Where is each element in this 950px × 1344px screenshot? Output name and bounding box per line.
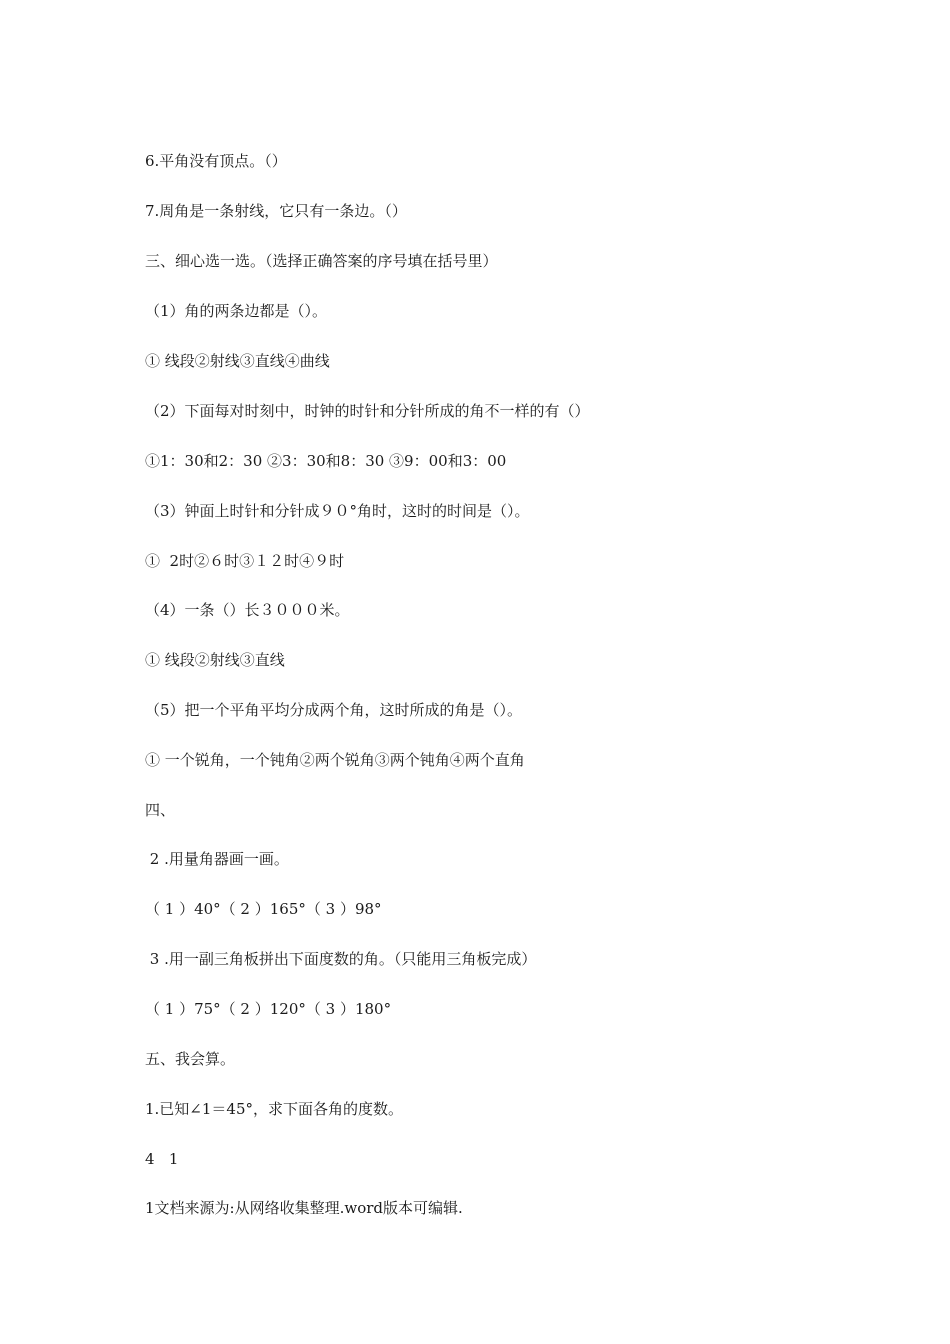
drawing-task-2: 2 .用量角器画一画。 [145, 850, 289, 868]
choice-question-2: （2）下面每对时刻中，时钟的时针和分针所成的角不一样的有（） [145, 402, 590, 420]
choice-question-5: （5）把一个平角平均分成两个角，这时所成的角是（）。 [145, 701, 523, 719]
section-5-heading: 五、我会算。 [145, 1050, 236, 1068]
choice-question-5-options: ① 一个锐角，一个钝角②两个锐角③两个钝角④两个直角 [145, 751, 525, 769]
choice-question-1: （1）角的两条边都是（）。 [145, 302, 328, 320]
section-3-heading: 三、细心选一选。（选择正确答案的序号填在括号里） [145, 252, 498, 270]
question-6-true-false: 6.平角没有顶点。（） [145, 152, 287, 170]
choice-question-3: （3）钟面上时针和分针成９０°角时，这时的时间是（）。 [145, 502, 530, 520]
drawing-task-2-angles: （ 1 ）40°（ 2 ）165°（ 3 ）98° [145, 900, 382, 918]
drawing-task-3: 3 .用一副三角板拼出下面度数的角。（只能用三角板完成） [145, 950, 537, 968]
choice-question-3-options: ① 2时②６时③１２时④９时 [145, 552, 345, 570]
choice-question-4-options: ① 线段②射线③直线 [145, 651, 285, 669]
calculation-task-1: 1.已知∠1＝45°，求下面各角的度数。 [145, 1100, 404, 1118]
question-7-true-false: 7.周角是一条射线，它只有一条边。（） [145, 202, 407, 220]
document-footer: 1文档来源为:从网络收集整理.word版本可编辑. [145, 1199, 463, 1217]
angle-labels: 4 1 [145, 1150, 179, 1168]
section-4-heading: 四、 [145, 801, 176, 819]
choice-question-2-options: ①1：30和2：30 ②3：30和8：30 ③9：00和3：00 [145, 452, 507, 470]
choice-question-4: （4）一条（）长３０００米。 [145, 601, 350, 619]
drawing-task-3-angles: （ 1 ）75°（ 2 ）120°（ 3 ）180° [145, 1000, 392, 1018]
choice-question-1-options: ① 线段②射线③直线④曲线 [145, 352, 330, 370]
